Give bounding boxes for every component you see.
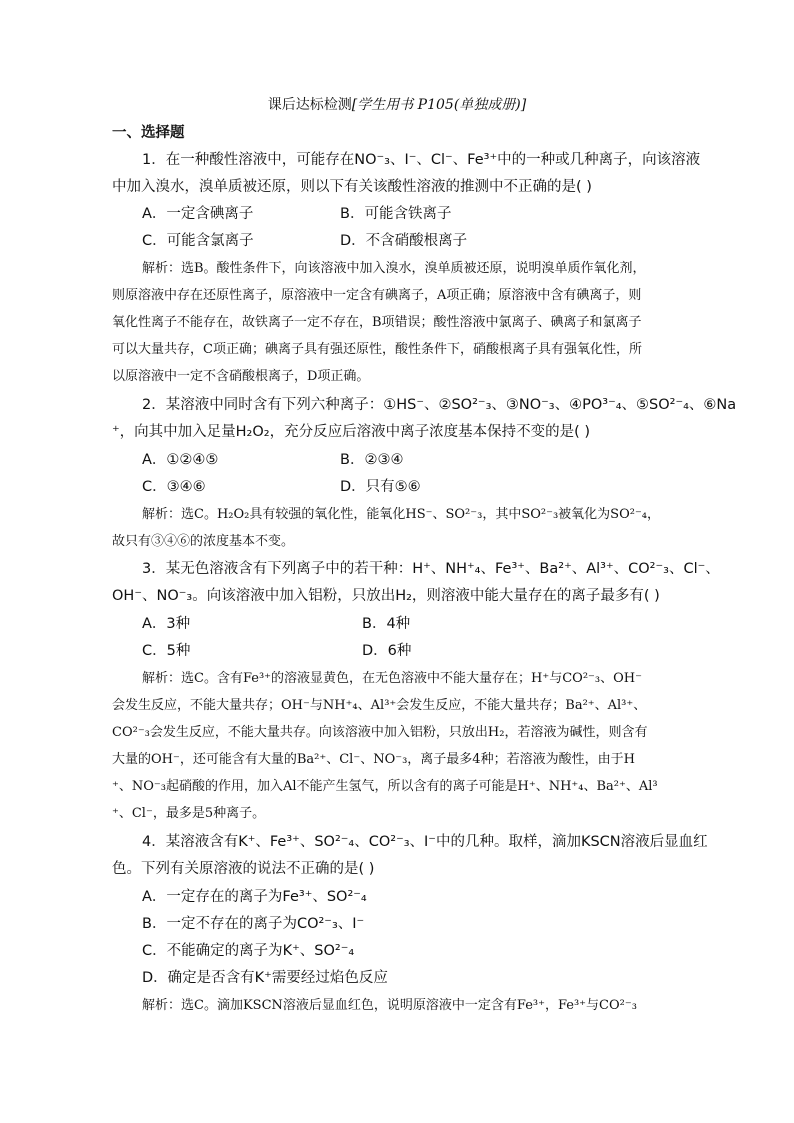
q3-stem-line: OH⁻、NO⁻₃。向该溶液中加入铝粉，只放出H₂，则溶液中能大量存在的离子最多有( ) [112, 588, 660, 604]
q3-stem-line: 3．某无色溶液含有下列离子中的若干种：H⁺、NH⁺₄、Fe³⁺、Ba²⁺、Al³⁺、CO²⁻₃、Cl⁻、 [142, 561, 720, 577]
q1-option-a: A．一定含碘离子 [142, 206, 254, 222]
q2-explanation-line: 故只有③④⑥的浓度基本不变。 [112, 534, 295, 549]
q1-stem-line: 1．在一种酸性溶液中，可能存在NO⁻₃、I⁻、Cl⁻、Fe³⁺中的一种或几种离子，向该溶液 [142, 152, 701, 168]
q3-explanation-line: 会发生反应，不能大量共存；OH⁻与NH⁺₄、Al³⁺会发生反应，不能大量共存；Ba²⁺、Al³⁺、 [112, 698, 647, 713]
q4-option-c: C．不能确定的离子为K⁺、SO²⁻₄ [142, 943, 355, 959]
q4-stem-line: 色。下列有关原溶液的说法不正确的是( ) [112, 861, 375, 877]
q3-explanation-line: 大量的OH⁻，还可能含有大量的Ba²⁺、Cl⁻、NO⁻₃，离子最多4种；若溶液为酸性，由于H [112, 752, 635, 767]
page-title [0, 96, 794, 114]
q1-explanation-line: 可以大量共存，C项正确；碘离子具有强还原性，酸性条件下，硝酸根离子具有强氧化性，所 [112, 342, 642, 357]
q2-option-d: D．只有⑤⑥ [340, 479, 421, 495]
title-source-note: [学生用书 P105(单独成册)] [351, 97, 527, 113]
q4-option-d: D．确定是否含有K⁺需要经过焰色反应 [142, 970, 388, 986]
q2-option-a: A．①②④⑤ [142, 452, 219, 468]
q3-explanation-line: ⁺、NO⁻₃起硝酸的作用，加入Al不能产生氢气，所以含有的离子可能是H⁺、NH⁺₄、Ba²⁺、Al³ [112, 779, 658, 794]
q3-option-c: C．5种 [142, 643, 191, 659]
q3-explanation-line: ⁺、Cl⁻，最多是5种离子。 [112, 806, 266, 821]
q3-option-b: B．4种 [362, 616, 411, 632]
q1-explanation-line: 以原溶液中一定不含硝酸根离子，D项正确。 [112, 369, 370, 384]
q1-explanation-line: 解析：选B。酸性条件下，向该溶液中加入溴水，溴单质被还原，说明溴单质作氧化剂， [142, 261, 646, 276]
q2-stem-line: 2．某溶液中同时含有下列六种离子：①HS⁻、②SO²⁻₃、③NO⁻₃、④PO³⁻₄、⑤SO²⁻₄、⑥Na [142, 397, 737, 413]
q2-stem-line: ⁺，向其中加入足量H₂O₂，充分反应后溶液中离子浓度基本保持不变的是( ) [112, 424, 591, 440]
q1-option-b: B．可能含铁离子 [340, 206, 452, 222]
q3-option-d: D．6种 [362, 643, 412, 659]
q4-explanation-line: 解析：选C。滴加KSCN溶液后显血红色，说明原溶液中一定含有Fe³⁺，Fe³⁺与CO²⁻₃ [142, 998, 637, 1013]
q2-option-c: C．③④⑥ [142, 479, 206, 495]
q1-option-c: C．可能含氯离子 [142, 233, 254, 249]
q1-explanation-line: 则原溶液中存在还原性离子，原溶液中一定含有碘离子，A项正确；原溶液中含有碘离子，则 [112, 288, 642, 303]
q3-explanation-line: 解析：选C。含有Fe³⁺的溶液显黄色，在无色溶液中不能大量存在；H⁺与CO²⁻₃、OH⁻ [142, 671, 642, 686]
q3-explanation-line: CO²⁻₃会发生反应，不能大量共存。向该溶液中加入铝粉，只放出H₂，若溶液为碱性，则含有 [112, 725, 648, 740]
q2-explanation-line: 解析：选C。H₂O₂具有较强的氧化性，能氧化HS⁻、SO²⁻₃，其中SO²⁻₃被氧化为SO²⁻₄， [142, 507, 661, 522]
q3-option-a: A．3种 [142, 616, 191, 632]
q4-option-b: B．一定不存在的离子为CO²⁻₃、I⁻ [142, 916, 365, 932]
section-heading: 一、选择题 [112, 125, 185, 141]
q4-option-a: A．一定存在的离子为Fe³⁺、SO²⁻₄ [142, 889, 367, 905]
q1-explanation-line: 氧化性离子不能存在，故铁离子一定不存在，B项错误；酸性溶液中氯离子、碘离子和氯离子 [112, 315, 642, 330]
q4-stem-line: 4．某溶液含有K⁺、Fe³⁺、SO²⁻₄、CO²⁻₃、I⁻中的几种。取样，滴加KSCN溶液后显血红 [142, 834, 708, 850]
q2-option-b: B．②③④ [340, 452, 404, 468]
q1-stem-line: 中加入溴水，溴单质被还原，则以下有关该酸性溶液的推测中不正确的是( ) [112, 179, 592, 195]
q1-option-d: D．不含硝酸根离子 [340, 233, 468, 249]
title-main: 课后达标检测 [267, 97, 352, 113]
